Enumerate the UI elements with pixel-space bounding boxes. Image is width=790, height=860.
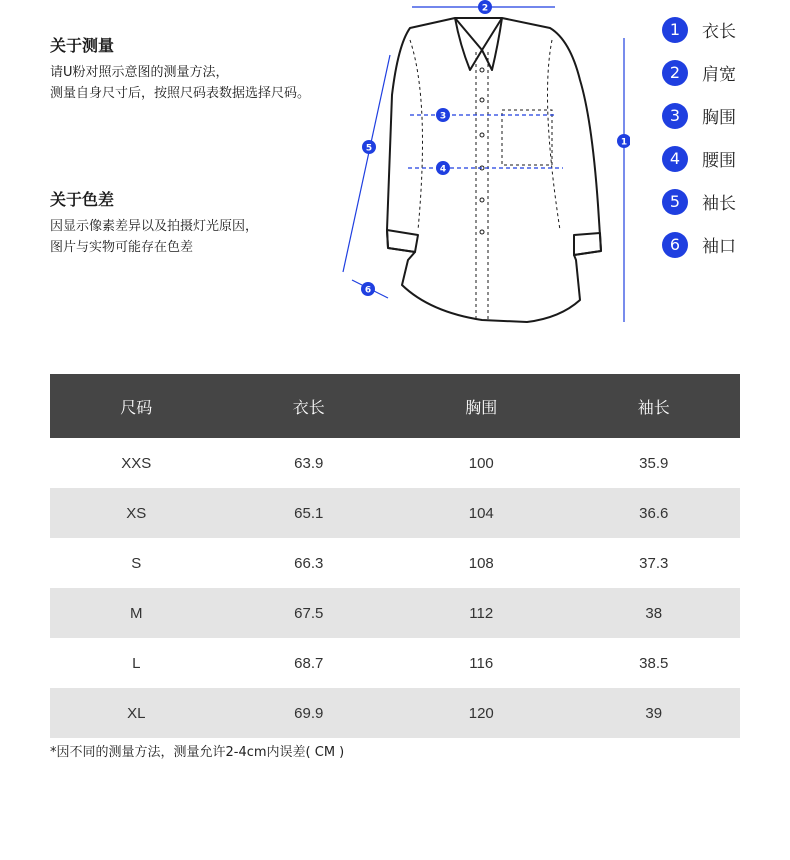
cell-sleeve: 38.5 (639, 654, 669, 672)
cell-sleeve: 37.3 (639, 554, 669, 572)
cell-size: L (132, 654, 141, 672)
table-header-row (50, 374, 740, 438)
legend-label: 袖口 (702, 237, 736, 257)
marker-1-label: 1 (620, 137, 628, 148)
shirt-button (480, 198, 484, 202)
cell-length: 65.1 (223, 488, 396, 538)
cell-sleeve: 38 (568, 588, 741, 638)
shirt-button (480, 133, 484, 137)
cell-length: 67.5 (223, 588, 396, 638)
cell-size: M (50, 588, 223, 638)
left-cuff (387, 230, 418, 252)
pocket (502, 110, 552, 165)
marker-5-label: 5 (365, 143, 373, 154)
shirt-button (480, 98, 484, 102)
cell-length: 68.7 (294, 654, 324, 672)
cell-chest: 104 (395, 488, 568, 538)
cell-sleeve: 36.6 (568, 488, 741, 538)
legend-number: 5 (662, 189, 688, 215)
legend-label: 袖长 (702, 194, 736, 214)
legend-number: 6 (662, 232, 688, 258)
size-table (50, 374, 740, 738)
measure-note-line: 请U粉对照示意图的测量方法， (50, 65, 229, 80)
shoulder-seam (410, 40, 423, 230)
legend-item (662, 94, 736, 137)
legend-number: 4 (662, 146, 688, 172)
legend-number: 1 (662, 17, 688, 43)
shirt-measurement-diagram (330, 0, 630, 340)
color-note-line: 因显示像素差异以及拍摄灯光原因， (50, 219, 259, 234)
legend-number: 2 (662, 60, 688, 86)
measure-line-5 (343, 55, 390, 272)
legend-item (662, 223, 736, 266)
cell-sleeve: 39 (568, 688, 741, 738)
table-row (50, 688, 740, 738)
cell-size: XS (50, 488, 223, 538)
shoulder-seam (548, 40, 561, 230)
table-row (50, 488, 740, 538)
right-cuff (574, 233, 601, 255)
cell-length: 69.9 (223, 688, 396, 738)
header-sleeve: 袖长 (568, 374, 741, 438)
marker-4-label: 4 (439, 164, 447, 175)
table-row (50, 538, 740, 588)
legend-item (662, 8, 736, 51)
measurement-footnote: *因不同的测量方法，测量允许2-4cm内误差( CM ) (50, 745, 345, 760)
cell-chest: 112 (395, 588, 568, 638)
cell-size: XXS (121, 454, 152, 472)
legend-label: 胸围 (702, 108, 736, 128)
marker-3-label: 3 (439, 111, 447, 122)
legend-item (662, 180, 736, 223)
legend-number: 3 (662, 103, 688, 129)
measurement-legend (662, 8, 736, 266)
color-note-line: 图片与实物可能存在色差 (50, 240, 194, 255)
legend-label: 肩宽 (702, 65, 736, 85)
cell-sleeve: 35.9 (639, 454, 669, 472)
placket (476, 52, 488, 320)
cell-chest: 100 (468, 454, 494, 472)
marker-6-label: 6 (364, 285, 372, 296)
header-size: 尺码 (50, 374, 223, 438)
cell-chest: 120 (395, 688, 568, 738)
header-length: 衣长 (223, 374, 396, 438)
shirt-button (480, 68, 484, 72)
cell-size: S (131, 554, 142, 572)
color-note-title: 关于色差 (50, 190, 115, 209)
legend-label: 衣长 (702, 22, 736, 42)
legend-label: 腰围 (702, 151, 736, 171)
table-row (50, 588, 740, 638)
cell-chest: 116 (469, 654, 494, 672)
legend-item (662, 137, 736, 180)
cell-length: 66.3 (294, 554, 324, 572)
cell-size: XL (50, 688, 223, 738)
measure-note-line: 测量自身尺寸后，按照尺码表数据选择尺码。 (50, 86, 311, 101)
shirt-button (480, 230, 484, 234)
table-row (50, 438, 740, 488)
cell-chest: 108 (468, 554, 494, 572)
marker-2-label: 2 (481, 3, 489, 14)
legend-item (662, 51, 736, 94)
measure-note-body (50, 62, 310, 104)
header-chest: 胸围 (395, 374, 568, 438)
cell-length: 63.9 (294, 454, 324, 472)
measure-note-title: 关于测量 (50, 36, 115, 55)
table-row (50, 638, 740, 688)
color-note-body (50, 216, 258, 258)
